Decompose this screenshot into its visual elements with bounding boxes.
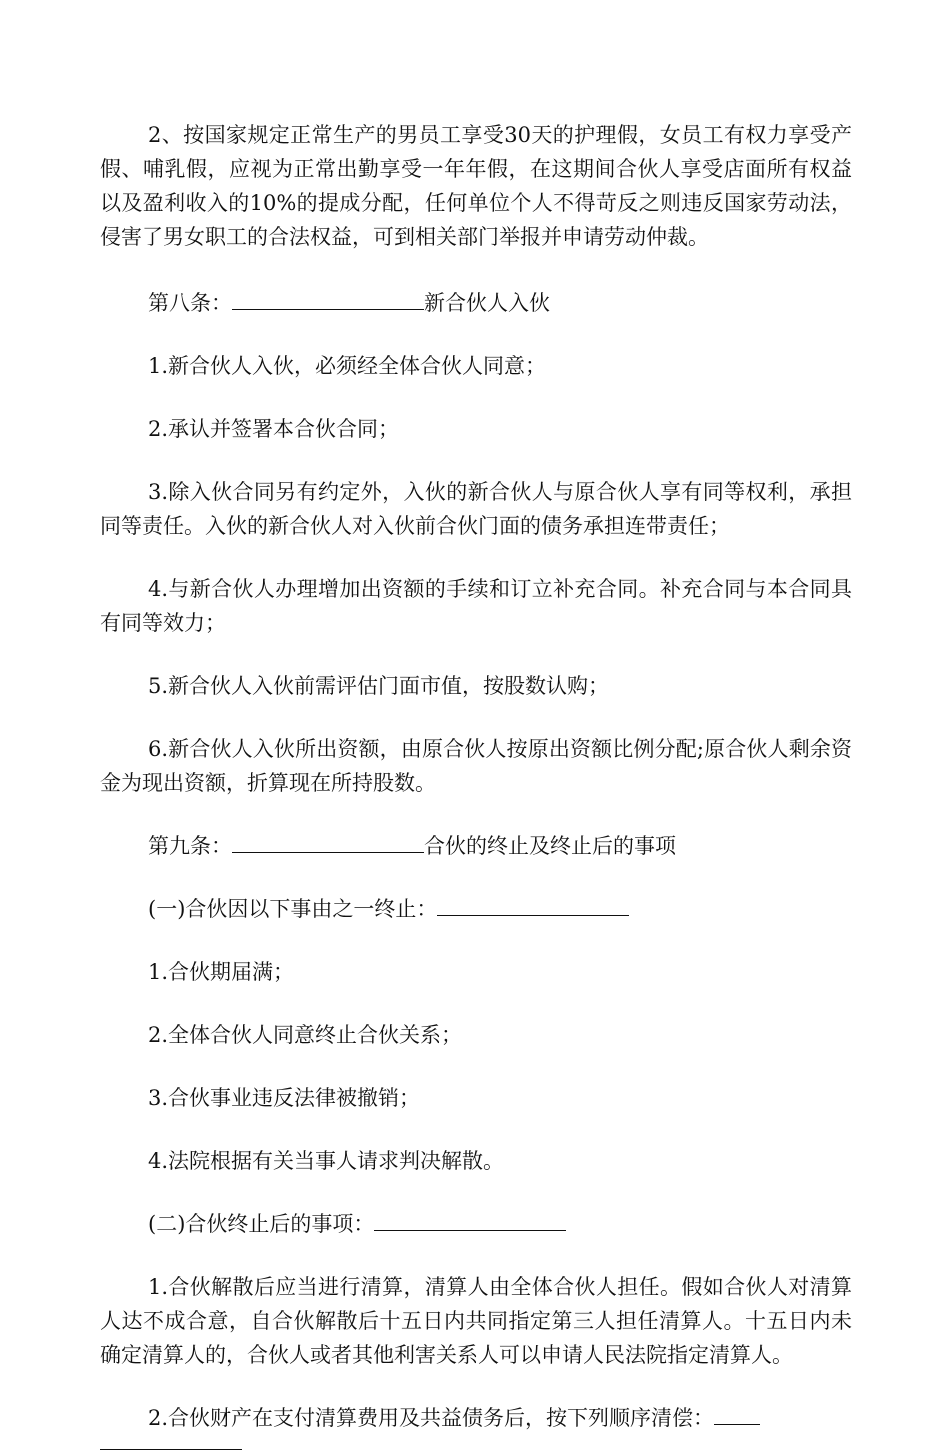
article-8-item-2: 2.承认并签署本合伙合同； xyxy=(148,417,400,441)
article-8-item-6: 6.新合伙人入伙所出资额，由原合伙人按原出资额比例分配;原合伙人剩余资金为现出资额，折算现在所持股数。 xyxy=(100,737,852,795)
article-9-title: 合伙的终止及终止后的事项 xyxy=(424,834,676,858)
article-8-item-5: 5.新合伙人入伙前需评估门面市值，按股数认购； xyxy=(148,674,610,698)
article-8-item-4: 4.与新合伙人办理增加出资额的手续和订立补充合同。补充合同与本合同具有同等效力； xyxy=(100,577,852,635)
leave-clause: 2、按国家规定正常生产的男员工享受30天的护理假，女员工有权力享受产假、哺乳假，应视为正常出勤享受一年年假，在这期间合伙人享受店面所有权益以及盈利收入的10%的提成分配，任何单位个人不得苛反之则违反国家劳动法，侵害了男女职工的合法权益，可到相关部门举报并申请劳动仲裁。 xyxy=(100,123,852,249)
article-9-section-2-item-2 xyxy=(100,1401,852,1435)
article-9-section-1-item-3: 3.合伙事业违反法律被撤销； xyxy=(148,1086,421,1110)
article-9-section-1-item-2: 2.全体合伙人同意终止合伙关系； xyxy=(148,1023,463,1047)
article-9-section-2-blank xyxy=(374,1208,566,1231)
article-8-item-3: 3.除入伙合同另有约定外，入伙的新合伙人与原合伙人享有同等权利，承担同等责任。入伙的新合伙人对入伙前合伙门面的债务承担连带责任； xyxy=(100,480,852,538)
article-8-blank xyxy=(232,287,424,310)
article-9-section-2-item-2-blank xyxy=(714,1402,760,1425)
article-8-title: 新合伙人入伙 xyxy=(424,291,550,315)
article-9-section-2-item-2-text: 2.合伙财产在支付清算费用及共益债务后，按下列顺序清偿： xyxy=(148,1406,715,1430)
article-9-section-2-text: (二)合伙终止后的事项： xyxy=(148,1212,375,1236)
article-9-section-2 xyxy=(100,1207,852,1241)
article-8-item-1: 1.新合伙人入伙，必须经全体合伙人同意； xyxy=(148,354,547,378)
document-page xyxy=(100,118,852,1450)
article-9-section-1-text: (一)合伙因以下事由之一终止： xyxy=(148,897,438,921)
article-9-section-1-blank xyxy=(437,893,629,916)
article-9-section-2-item-1: 1.合伙解散后应当进行清算，清算人由全体合伙人担任。假如合伙人对清算人达不成合意，自合伙解散后十五日内共同指定第三人担任清算人。十五日内未确定清算人的，合伙人或者其他利害关系人可以申请人民法院指定清算人。 xyxy=(100,1275,852,1367)
article-9-heading xyxy=(100,829,852,863)
article-9-section-1 xyxy=(100,892,852,926)
article-8-heading xyxy=(100,286,852,320)
article-9-blank xyxy=(232,830,424,853)
article-9-section-1-item-1: 1.合伙期届满； xyxy=(148,960,295,984)
article-9-section-1-item-4: 4.法院根据有关当事人请求判决解散。 xyxy=(148,1149,505,1173)
article-9-prefix: 第九条： xyxy=(148,834,232,858)
article-8-prefix: 第八条： xyxy=(148,291,232,315)
